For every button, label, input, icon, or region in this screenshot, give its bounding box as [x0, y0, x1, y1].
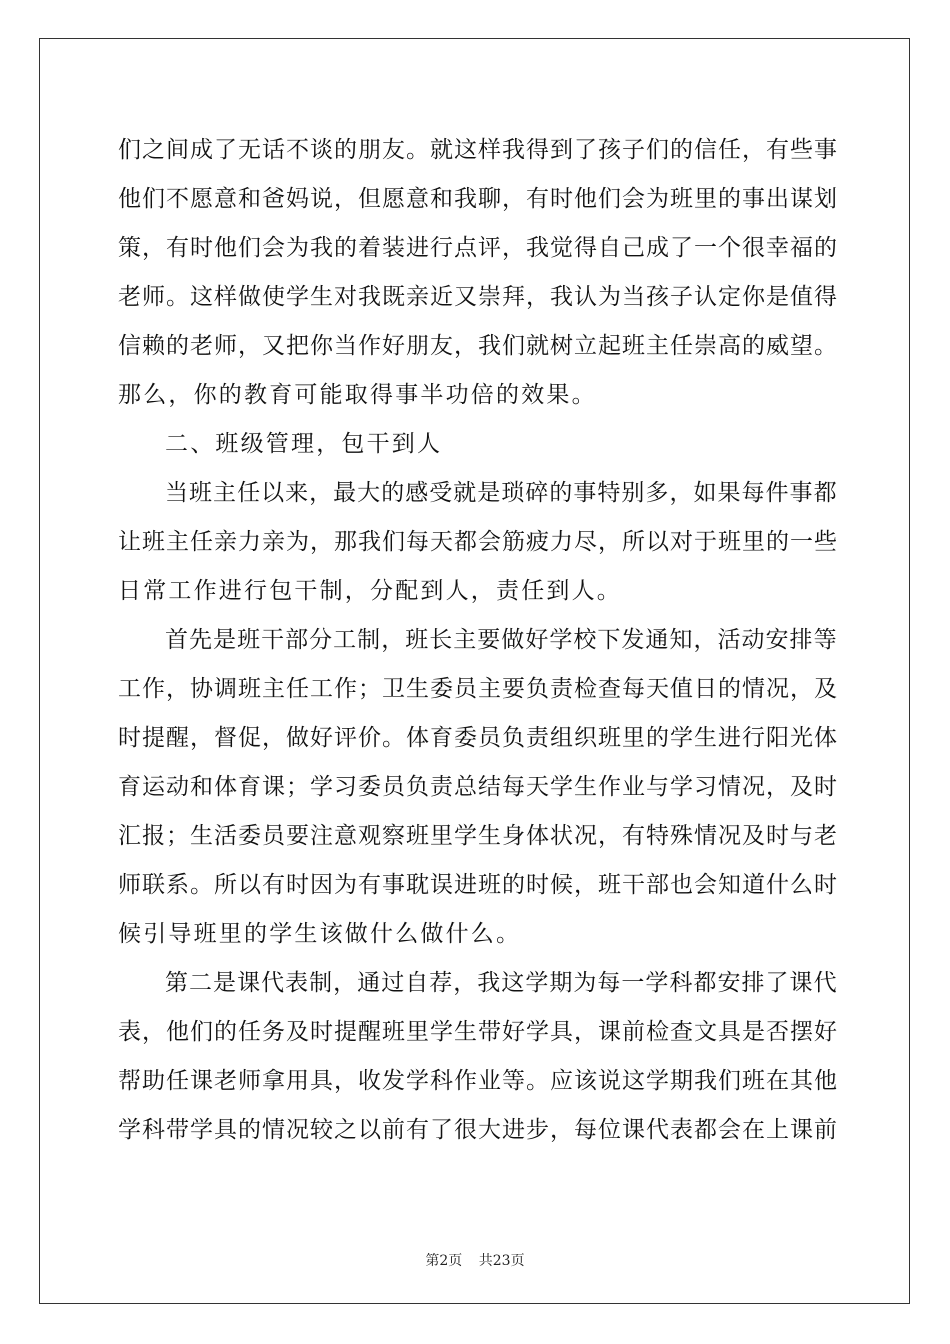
text-line: 师联系。所以有时因为有事耽误进班的时候，班干部也会知道什么时: [118, 872, 838, 898]
text-line: 信赖的老师，又把你当作好朋友，我们就树立起班主任崇高的威望。: [118, 333, 838, 359]
text-line: 表，他们的任务及时提醒班里学生带好学具，课前检查文具是否摆好: [118, 1019, 838, 1045]
text-line: 时提醒，督促，做好评价。体育委员负责组织班里的学生进行阳光体: [118, 725, 838, 751]
document-body: [118, 126, 838, 1155]
total-page-count: 共23页: [478, 1253, 525, 1269]
section-heading: 二、班级管理，包干到人: [165, 431, 443, 457]
text-line: 策，有时他们会为我的着装进行点评，我觉得自己成了一个很幸福的: [118, 235, 838, 261]
text-line: 他们不愿意和爸妈说，但愿意和我聊，有时他们会为班里的事出谋划: [118, 186, 838, 212]
text-line: 第二是课代表制，通过自荐，我这学期为每一学科都安排了课代: [165, 970, 838, 996]
text-line: 让班主任亲力亲为，那我们每天都会筋疲力尽，所以对于班里的一些: [118, 529, 838, 555]
current-page-number: 第2页: [425, 1253, 463, 1269]
text-line: 们之间成了无话不谈的朋友。就这样我得到了孩子们的信任，有些事: [118, 137, 838, 163]
text-line: 育运动和体育课；学习委员负责总结每天学生作业与学习情况，及时: [118, 774, 838, 800]
text-line: 学科带学具的情况较之以前有了很大进步，每位课代表都会在上课前: [118, 1117, 838, 1143]
text-line: 候引导班里的学生该做什么做什么。: [118, 921, 522, 947]
text-line: 老师。这样做使学生对我既亲近又崇拜，我认为当孩子认定你是值得: [118, 284, 838, 310]
text-line: 帮助任课老师拿用具，收发学科作业等。应该说这学期我们班在其他: [118, 1068, 838, 1094]
text-line: 日常工作进行包干制，分配到人，责任到人。: [118, 578, 622, 604]
page-footer: [0, 1250, 950, 1270]
text-line: 那么，你的教育可能取得事半功倍的效果。: [118, 382, 597, 408]
text-line: 当班主任以来，最大的感受就是琐碎的事特别多，如果每件事都: [165, 480, 838, 506]
text-line: 工作，协调班主任工作；卫生委员主要负责检查每天值日的情况，及: [118, 676, 838, 702]
text-line: 首先是班干部分工制，班长主要做好学校下发通知，活动安排等: [165, 627, 838, 653]
text-line: 汇报；生活委员要注意观察班里学生身体状况，有特殊情况及时与老: [118, 823, 838, 849]
